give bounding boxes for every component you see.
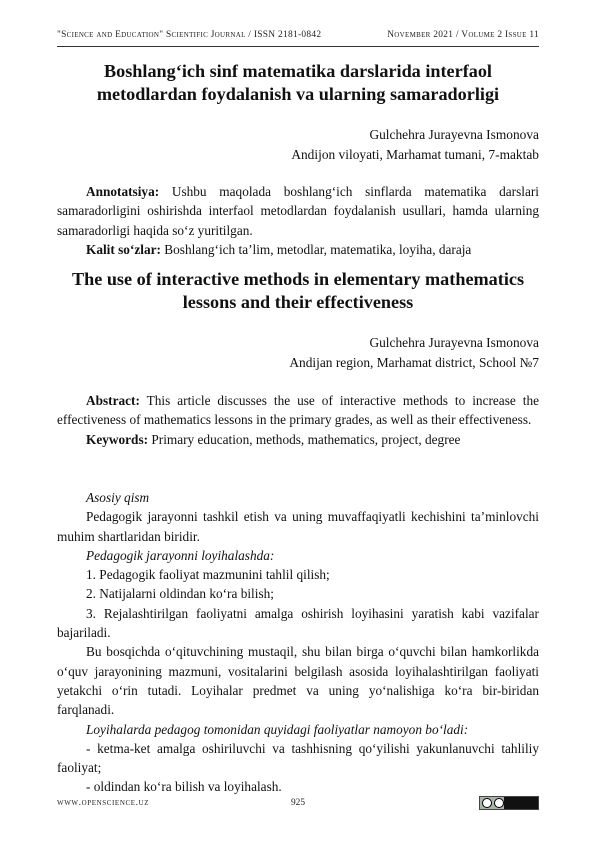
en-title-line-1: The use of interactive methods in elementary mathematics <box>71 269 525 289</box>
page-number: 925 <box>290 798 306 808</box>
list-item-1: 1. Pedagogik faoliyat mazmunini tahlil qilish; <box>86 567 330 583</box>
uz-author-name: Gulchehra Jurayevna Ismonova <box>369 127 539 142</box>
uz-abstract-label: Annotatsiya: <box>86 184 160 199</box>
body-paragraph-1: Pedagogik jarayonni tashkil etish va uning muvaffaqiyatli kechishini ta’minlovchi muhim shartlaridan biridir. <box>57 509 539 544</box>
en-abstract-text: This article discusses the use of interactive methods to increase the effectiveness of mathematics lessons in the primary grades, as well as their effectiveness. <box>57 393 539 428</box>
uz-keywords <box>57 240 539 259</box>
en-keywords-text: Primary education, methods, mathematics, project, degree <box>148 431 461 447</box>
license-band <box>504 797 538 809</box>
list-item-3: 3. Rejalashtirilgan faoliyatni amalga oshirish loyihasini yaratish kabi vazifalar bajariladi. <box>57 605 539 641</box>
header-divider <box>57 46 539 47</box>
uz-title-line-2: metodlardan foydalanish va ularning samaradorligi <box>96 84 500 104</box>
body-paragraph-2: Bu bosqichda o‘qituvchining mustaqil, shu bilan birga o‘quvchi bilan hamkorlikda o‘quv jarayonining mazmuni, vositalarini belgilash asosida loyihalashtirilgan faoliyati yetakchi o‘rin tutadi. Loyihalar predmet va uning yo‘nalishiga ko‘ra bir-biridan farqlanadi. <box>57 644 539 718</box>
journal-name: "Science and Education" Scientific Journal / ISSN 2181-0842 <box>57 30 322 40</box>
cc-logo-icon <box>482 798 492 808</box>
en-title-line-2: lessons and their effectiveness <box>182 292 414 312</box>
section-heading: Asosiy qism <box>86 490 150 505</box>
en-keywords-label: Keywords: <box>86 431 149 447</box>
en-abstract <box>57 391 539 430</box>
by-attribution-icon <box>494 798 504 808</box>
main-body <box>57 488 539 797</box>
italic-intro-line: Loyihalarda pedagog tomonidan quyidagi faoliyatlar namoyon bo‘ladi: <box>86 721 469 737</box>
en-abstract-label: Abstract: <box>86 393 140 408</box>
dash-item-1: - ketma-ket amalga oshiriluvchi va tashhisning qo‘yilishi yakunlanuvchi tahliliy faoliyat; <box>57 740 539 776</box>
en-author-name: Gulchehra Jurayevna Ismonova <box>369 335 539 350</box>
footer-website: www.openscience.uz <box>57 798 150 808</box>
en-author-block <box>289 333 539 373</box>
uz-abstract-block <box>57 182 539 259</box>
en-abstract-block <box>57 391 539 449</box>
uz-author-block <box>291 125 539 165</box>
uz-author-affiliation: Andijon viloyati, Marhamat tumani, 7-maktab <box>291 147 539 162</box>
en-author-affiliation: Andijan region, Marhamat district, School №7 <box>289 355 539 370</box>
cc-license-icon <box>479 796 539 810</box>
list-item-2: 2. Natijalarni oldindan ko‘ra bilish; <box>86 586 274 602</box>
en-title <box>57 268 539 314</box>
uz-abstract-text: Ushbu maqolada boshlang‘ich sinflarda matematika darslari samaradorligini oshirishda interfaol metodlardan foydalanish usullari, hamda ularning samaradorligi haqida so‘z yuritilgan. <box>57 184 539 238</box>
uz-keywords-text: Boshlang‘ich ta’lim, metodlar, matematika, loyiha, daraja <box>160 241 472 257</box>
sub-heading: Pedagogik jarayonni loyihalashda: <box>86 547 275 563</box>
uz-keywords-label: Kalit so‘zlar: <box>86 241 161 257</box>
uz-title-line-1: Boshlang‘ich sinf matematika darslarida interfaol <box>103 61 492 81</box>
uz-abstract <box>57 182 539 240</box>
dash-item-2: - oldindan ko‘ra bilish va loyihalash. <box>86 779 282 795</box>
page-footer <box>57 796 539 810</box>
uz-title <box>57 60 539 106</box>
issue-info: November 2021 / Volume 2 Issue 11 <box>387 30 539 40</box>
en-keywords <box>57 430 539 449</box>
page-header <box>57 30 539 42</box>
